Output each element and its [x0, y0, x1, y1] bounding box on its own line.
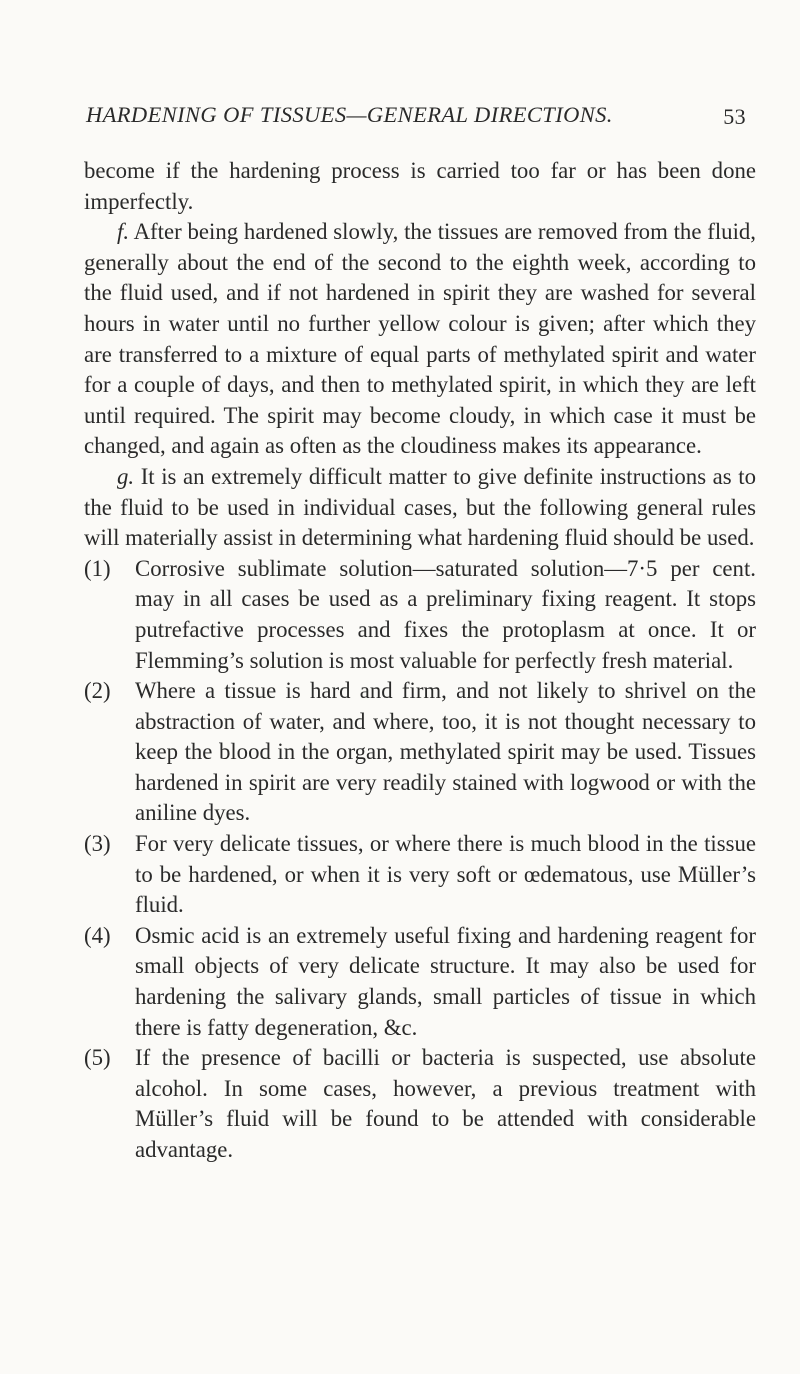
- rule-text: For very delicate tissues, or where there is much blood in the tissue to be hardened, or when it is very soft or œdematous, use Müller’s fluid.: [135, 831, 756, 918]
- paragraph-g-letter: g.: [117, 463, 135, 489]
- paragraph-f: [84, 217, 756, 462]
- rule-item: [84, 921, 756, 1043]
- rule-text: Where a tissue is hard and firm, and not likely to shrivel on the abstraction of water, and where, too, it is not thought necessary to keep the blood in the organ, methylated spirit may be used. Tissues hardened in spirit are very readily stained with logwood or with the aniline dyes.: [135, 678, 756, 826]
- rule-item: [84, 1043, 756, 1165]
- rule-item: [84, 829, 756, 921]
- rule-item: [84, 676, 756, 829]
- rule-text: If the presence of bacilli or bacteria is suspected, use absolute alcohol. In some cases, however, a previous treatment with Müller’s fluid will be found to be attended with considerable advantage.: [135, 1045, 756, 1162]
- paragraph-g: [84, 462, 756, 554]
- running-head-title: HARDENING OF TISSUES—GENERAL DIRECTIONS.: [86, 102, 613, 127]
- rule-number: (4): [84, 922, 111, 948]
- rules-list: [84, 554, 756, 1166]
- rule-text: Osmic acid is an extremely useful fixing and hardening reagent for small objects of very delicate structure. It may also be used for hardening the salivary glands, small particles of tissue in which there is fatty degeneration, &c.: [135, 922, 756, 1040]
- body-text: [84, 156, 756, 1166]
- continuation-paragraph: become if the hardening process is carried too far or has been done imperfectly.: [84, 158, 756, 214]
- rule-text: Corrosive sublimate solution—saturated solution—7·5 per cent. may in all cases be used as a preliminary fixing reagent. It stops putrefactive processes and fixes the protoplasm at once. It or Flemming’s solution is most valuable for perfectly fresh material.: [135, 555, 756, 673]
- rule-item: [84, 554, 756, 676]
- rule-number: (1): [84, 555, 111, 581]
- rule-number: (5): [84, 1045, 111, 1071]
- rule-number: (2): [84, 678, 111, 704]
- paragraph-f-text: After being hardened slowly, the tissues are removed from the fluid, generally about the end of the second to the eighth week, according to the fluid used, and if not hardened in spirit they are washed for several hours in water until no further yellow colour is given; after which they are transferred to a mixture of equal parts of methylated spirit and water for a couple of days, and then to methylated spirit, in which they are left until required. The spirit may become cloudy, in which case it must be changed, and again as often as the cloudiness makes its appearance.: [84, 219, 756, 459]
- paragraph-f-letter: f.: [117, 219, 130, 245]
- page-number: 53: [723, 104, 746, 129]
- rule-number: (3): [84, 831, 111, 857]
- paragraph-g-text: It is an extremely difficult matter to give definite instructions as to the fluid to be used in individual cases, but the following general rules will materially assist in determining what hardening fluid should be used.: [84, 463, 756, 551]
